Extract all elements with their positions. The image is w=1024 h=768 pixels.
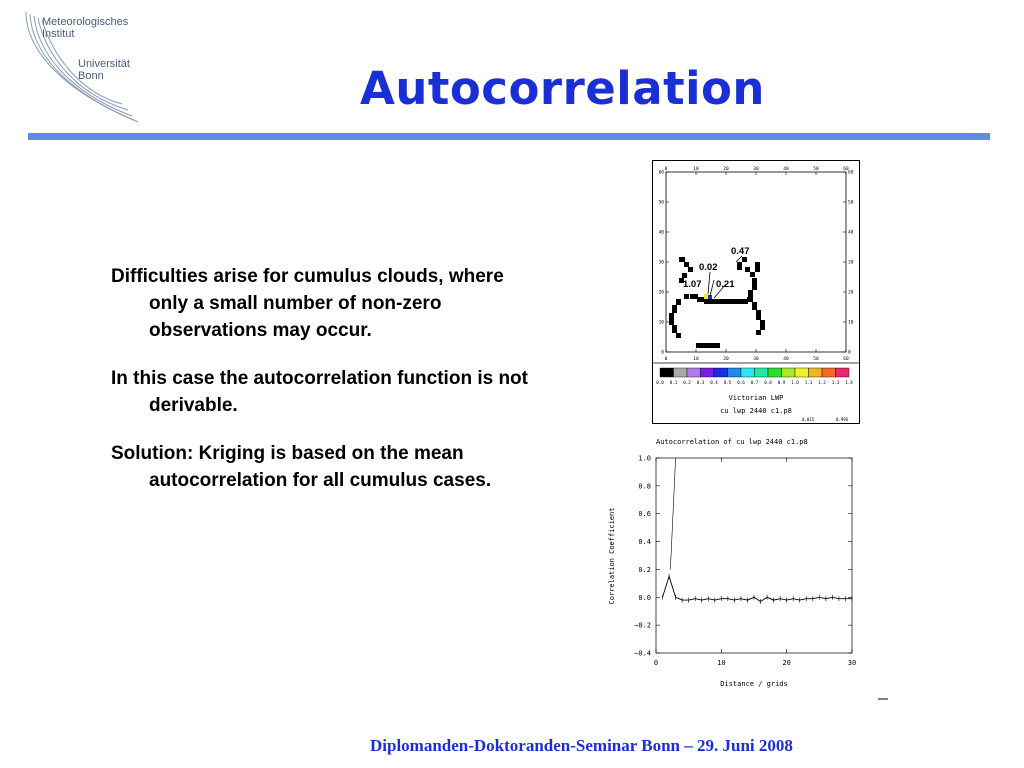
autocorrelation-figure xyxy=(600,432,895,702)
colorbar-label: 0.9 xyxy=(777,380,786,385)
map-left-tick-label: 40 xyxy=(658,230,664,236)
chart-plot-frame xyxy=(656,458,852,653)
y-tick-label: 0.2 xyxy=(638,565,651,574)
map-bottom-tick-label: 50 xyxy=(813,357,819,362)
map-bottom-tick-label: 30 xyxy=(753,357,759,362)
map-top-tick-label: 40 xyxy=(783,167,789,172)
colorbar-label: 1.4 xyxy=(845,380,853,385)
bullet-item: Solution: Kriging is based on the mean autocorrelation for all cumulus cases. xyxy=(111,443,492,491)
annotation-label: 1.07 xyxy=(683,279,702,290)
map-caption-file: cu lwp 2440 c1.p8 xyxy=(720,407,792,415)
map-left-tick-label: 10 xyxy=(658,320,664,326)
map-bottom-tick-label: 60 xyxy=(843,357,849,362)
colorbar-swatch xyxy=(809,368,823,377)
x-tick-label: 0 xyxy=(653,659,659,667)
y-tick-label: −0.4 xyxy=(634,649,651,658)
y-tick-label: 1.0 xyxy=(638,454,651,463)
colorbar-swatch xyxy=(674,368,688,377)
map-right-tick-label: 30 xyxy=(848,260,854,266)
chart-axes xyxy=(634,455,856,668)
map-right-tick-label: 40 xyxy=(848,230,854,236)
x-tick-label: 30 xyxy=(847,659,857,667)
y-tick-label: 0.8 xyxy=(638,482,651,491)
map-top-tick-label: 10 xyxy=(693,167,699,172)
map-left-tick-label: 60 xyxy=(658,170,664,176)
x-tick-label: 10 xyxy=(717,659,726,667)
title-divider xyxy=(28,133,990,140)
y-tick-label: 0.6 xyxy=(638,510,651,519)
map-top-tick-label: 0 xyxy=(664,167,668,172)
series-line xyxy=(670,458,675,569)
footer-text: Diplomanden-Doktoranden-Seminar Bonn – 29. Juni 2008 xyxy=(370,736,793,755)
colorbar-label: 1.2 xyxy=(818,380,826,385)
y-tick-label: 0.4 xyxy=(638,538,651,547)
colorbar-swatch xyxy=(782,368,796,377)
colorbar-label: 1.1 xyxy=(804,380,813,385)
colorbar-label: 0.3 xyxy=(696,380,705,385)
map-top-tick-label: 20 xyxy=(723,167,729,172)
chart-x-axis-label: Distance / grids xyxy=(720,680,788,688)
colorbar-swatch xyxy=(701,368,715,377)
logo-text-universitaet: Universität xyxy=(78,58,130,70)
map-corner-left: 0.015 xyxy=(802,417,815,422)
colorbar-label: 0.2 xyxy=(683,380,691,385)
lwp-map-svg xyxy=(652,160,860,424)
autocorrelation-chart xyxy=(600,432,895,702)
bullet-item: In this case the autocorrelation function is not derivable. xyxy=(111,368,528,416)
map-right-tick-label: 10 xyxy=(848,320,854,326)
chart-y-axis-label: Correlation Coefficient xyxy=(608,507,616,605)
map-bottom-tick-label: 40 xyxy=(783,357,789,362)
bullet-list xyxy=(111,263,541,515)
colorbar-label: 0.7 xyxy=(750,380,759,385)
colorbar-label: 0.0 xyxy=(656,380,664,385)
colorbar-label: 1.0 xyxy=(791,380,799,385)
colorbar-label: 1.3 xyxy=(831,380,840,385)
colorbar-label: 0.6 xyxy=(737,380,745,385)
colorbar-swatch xyxy=(755,368,769,377)
map-bottom-tick-label: 20 xyxy=(723,357,729,362)
colorbar-label: 0.4 xyxy=(710,380,718,385)
colorbar xyxy=(656,368,853,385)
map-top-tick-label: 50 xyxy=(813,167,819,172)
map-caption-title: Victorian LWP xyxy=(728,394,784,402)
colorbar-swatch xyxy=(660,368,674,377)
map-top-tick-label: 60 xyxy=(843,167,849,172)
colorbar-label: 0.1 xyxy=(669,380,678,385)
map-right-tick-label: 20 xyxy=(848,290,854,296)
colorbar-swatch xyxy=(822,368,836,377)
logo-text-meteorologisches: Meteorologisches xyxy=(42,16,129,28)
series-line xyxy=(663,576,853,601)
colorbar-swatch xyxy=(741,368,755,377)
chart-series xyxy=(663,458,853,604)
map-right-tick-label: 60 xyxy=(848,170,854,176)
colorbar-swatch xyxy=(714,368,728,377)
colorbar-label: 0.5 xyxy=(723,380,732,385)
map-corner-right: 0.996 xyxy=(836,417,849,422)
map-left-tick-label: 0 xyxy=(661,350,664,356)
y-tick-label: 0.0 xyxy=(638,593,651,602)
map-bottom-tick-label: 0 xyxy=(664,357,668,362)
chart-title: Autocorrelation of cu lwp 2440 c1.p8 xyxy=(656,438,808,446)
slide-title: Autocorrelation xyxy=(360,62,765,115)
logo-text-institut: Institut xyxy=(42,28,75,40)
map-left-tick-label: 50 xyxy=(658,200,664,206)
cloud-yellow-pixel xyxy=(704,294,708,299)
x-tick-label: 20 xyxy=(782,659,791,667)
map-top-tick-label: 30 xyxy=(753,167,759,172)
colorbar-swatch xyxy=(728,368,742,377)
annotation-label: 0.47 xyxy=(731,246,750,257)
colorbar-swatch xyxy=(836,368,850,377)
logo-text-bonn: Bonn xyxy=(78,70,104,82)
map-bottom-tick-label: 10 xyxy=(693,357,699,362)
map-right-tick-label: 50 xyxy=(848,200,854,206)
lwp-map-figure xyxy=(652,160,860,424)
map-left-tick-label: 20 xyxy=(658,290,664,296)
colorbar-swatch xyxy=(768,368,782,377)
map-right-tick-label: 0 xyxy=(848,350,851,356)
map-left-tick-label: 30 xyxy=(658,260,664,266)
institute-logo xyxy=(22,10,152,125)
colorbar-swatch xyxy=(687,368,701,377)
colorbar-label: 0.8 xyxy=(764,380,772,385)
colorbar-swatch xyxy=(795,368,809,377)
bullet-item: Difficulties arise for cumulus clouds, where only a small number of non-zero observations may occur. xyxy=(111,266,504,341)
annotation-label: 0.21 xyxy=(716,279,735,290)
annotation-label: 0.02 xyxy=(699,262,718,273)
y-tick-label: −0.2 xyxy=(634,621,651,630)
